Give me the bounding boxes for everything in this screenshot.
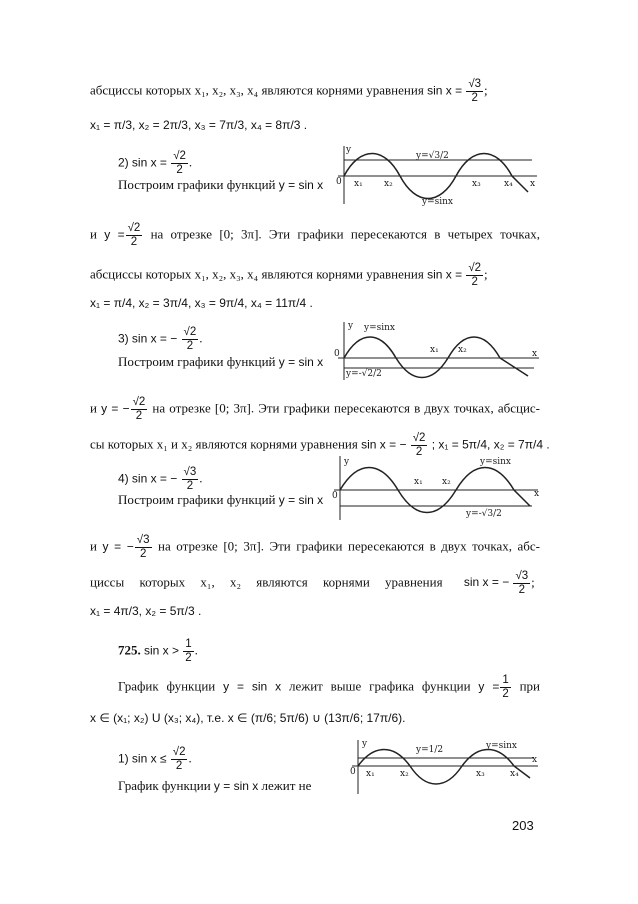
graph-4-x2: x₂ [400,769,409,779]
case4-eq2-end: ; [531,574,535,590]
graph-1 [332,142,542,208]
graph-1-origin: 0 [336,177,342,187]
case3-frac [182,326,199,353]
page-number: 203 [512,818,534,833]
case4-line2 [90,570,535,597]
graph-4-x4: x₄ [510,769,519,779]
graph-4-curve [358,750,530,785]
graph-1-y-label: y [346,145,352,155]
graph-3-curve-label: y=sinx [480,457,511,467]
graph-3-x1: x₁ [414,477,423,487]
case2-y-eq: y = [104,227,125,242]
case4-frac [182,466,199,493]
case2-line2-text: абсциссы которых x₁, x₂, x₃, x₄ являются корнями уравнения [90,266,424,282]
task725-line2-text: x ∈ (x₁; x₂) U (x₃; x₄), т.е. [90,711,225,725]
case2-roots: x₁ = π/4, x₂ = 3π/4, x₃ = 9π/4, x₄ = 11π/4 . [90,296,313,310]
case3-end: . [199,330,203,346]
graph-4-x1: x₁ [366,769,375,779]
case3-y-eq: y = − [101,401,130,416]
case3-den: 2 [186,340,194,352]
graph-1-line-label: y=√3/2 [416,151,449,161]
roots-1: x₁ = π/3, x₂ = 2π/3, x₃ = 7π/3, x₄ = 8π/3 . [90,118,308,132]
case3-build-text: Построим графики функций [118,354,276,369]
case4-label: 4) [118,471,129,486]
task725-interval: x ∈ (π/6; 5π/6) ∪ (13π/6; 17π/6). [227,711,406,725]
task725-y-den: 2 [502,688,509,700]
case3-para [90,396,540,423]
case2-line2 [90,262,488,289]
task725-head [118,638,198,665]
case4-line2-text: циссы которых x₁, x₂ являются корнями уравнения [90,574,443,590]
graph-4-svg [348,738,544,796]
case2-para [90,222,540,249]
case3-eq2-lhs: sin x = − [361,437,407,452]
task725-end: . [194,642,198,658]
graph-3-y-label: y [344,457,350,467]
task725-last [118,778,311,794]
graph-3 [330,452,544,524]
graph-3-origin: 0 [332,491,338,501]
case4-y-den: 2 [139,548,147,560]
case4-eq-lhs: sin x = − [131,471,178,486]
case4-eq2-num: √3 [515,570,529,582]
case2-build [118,177,323,193]
graph-3-svg [330,452,544,524]
graph-2-line-label: y=-√2/2 [346,369,382,379]
task725-sub-num: √2 [172,746,186,758]
case3-eq-lhs: sin x = − [131,331,178,346]
case4-para [90,534,540,561]
case3-y-num: √2 [132,396,146,408]
case3-roots: ; x₁ = 5π/4, x₂ = 7π/4 . [431,437,550,452]
task725-y-eq: y = [478,679,500,694]
task725-last-func: y = sin x [213,779,259,793]
task725-y-frac [500,674,510,701]
case3-eq [118,326,203,353]
case4-num: √3 [183,466,197,478]
eq1-end: ; [484,82,488,98]
case4-eq2-den: 2 [518,584,526,596]
case2-eq2-num: √2 [468,262,482,274]
task725-last-text1: График функции [118,778,211,793]
case2-build-text: Построим графики функций [118,177,276,192]
case3-y-frac [131,396,148,423]
task725-sub [118,746,192,773]
case4-y-frac [135,534,152,561]
task725-text1: График функции [118,678,216,694]
task725-frac [183,638,193,665]
graph-3-x2: x₂ [442,477,451,487]
task725-sub-end: . [188,750,192,766]
graph-2-x-label: x [532,349,538,359]
task725-text2: лежит выше графика функции [288,678,471,694]
task725-func: y = sin x [223,679,282,694]
task725-y-num: 1 [502,674,509,686]
task725-text3: при [519,678,540,694]
case4-y-num: √3 [136,534,150,546]
case2-eq2-frac [466,262,483,289]
graph-4 [348,738,544,796]
case3-eq2-den: 2 [415,446,423,458]
graph-3-x-label: x [534,489,540,499]
eq1-num: √3 [468,78,482,90]
graph-2-x1: x₁ [430,345,439,355]
case2-y-den: 2 [130,236,138,248]
task725-sub-label: 1) [118,751,129,766]
intro-line [90,78,488,105]
case4-y-eq: y = − [102,539,134,554]
graph-1-x4: x₄ [504,179,513,189]
graph-1-x2: x₂ [384,179,393,189]
case2-and: и [90,226,97,242]
case2-eq2-end: ; [484,266,488,282]
graph-1-curve-label: y=sinx [422,197,453,207]
case4-end: . [199,470,203,486]
graph-4-curve-label: y=sinx [486,741,517,751]
case4-text: на отрезке [0; 3π]. Эти графики пересекаются в двух точках, абс- [158,538,541,554]
case4-roots: x₁ = 4π/3, x₂ = 5π/3 . [90,604,202,618]
case4-den: 2 [186,480,194,492]
graph-2-x2: x₂ [458,345,467,355]
case3-build [118,354,323,370]
graph-1-svg [332,142,542,208]
case2-eq2-den: 2 [471,276,478,288]
task725-den: 2 [185,652,192,664]
graph-4-line-label: y=1/2 [416,745,444,755]
graph-4-x-label: x [532,755,538,765]
case3-and: и [90,400,97,416]
case4-eq2-lhs: sin x = − [463,575,510,590]
graph-4-x3: x₃ [476,769,485,779]
case2-frac [171,150,188,177]
case2-num: √2 [173,150,186,162]
graph-2-curve-label: y=sinx [364,323,395,333]
case3-label: 3) [118,331,129,346]
case2-y-frac [126,222,143,249]
case4-func: y = sin x [278,493,324,507]
case4-eq [118,466,203,493]
case2-eq-lhs: sin x = [131,155,167,170]
case3-line2-text: сы которых x₁ и x₂ являются корнями уравнения [90,436,358,452]
graph-2-y-label: y [348,321,354,331]
graph-1-x3: x₃ [472,179,481,189]
graph-4-y-label: y [362,739,368,749]
case3-text: на отрезке [0; 3π]. Эти графики пересекаются в двух точках, абсцис- [152,400,541,416]
eq1-den: 2 [471,92,478,104]
graph-3-line-label: y=-√3/2 [466,509,502,519]
graph-1-x1: x₁ [354,179,363,189]
case3-func: y = sin x [278,355,324,369]
case3-eq2-num: √2 [412,432,426,444]
intro-text: абсциссы которых x₁, x₂, x₃, x₄ являются корнями уравнения [90,82,424,98]
task725-para [118,674,540,701]
case2-eq [118,150,192,177]
task725-ineq: sin x > [144,643,180,658]
case4-build-text: Построим графики функций [118,492,276,507]
case2-label: 2) [118,155,129,170]
case4-eq2-frac [513,570,530,597]
case3-num: √2 [183,326,197,338]
graph-2-svg [334,318,544,384]
task725-sub-ineq: sin x ≤ [131,751,167,766]
task725-number: 725. [118,642,141,658]
graph-2 [334,318,544,384]
case4-and: и [90,538,97,554]
case2-func: y = sin x [278,178,324,192]
task725-line2 [90,710,405,726]
case2-den: 2 [176,164,183,176]
graph-1-x-label: x [530,179,536,189]
task725-sub-den: 2 [175,760,183,772]
graph-4-origin: 0 [350,767,356,777]
case2-end: . [188,154,193,170]
case3-y-den: 2 [135,410,143,422]
eq1-frac [466,78,483,105]
task725-num: 1 [185,638,192,650]
task725-sub-frac [171,746,188,773]
case2-eq2-lhs: sin x = [427,267,463,282]
task725-last-text2: лежит не [261,778,312,793]
case4-build [118,492,323,508]
case2-text: на отрезке [0; 3π]. Эти графики пересекаются в четырех точках, [150,226,541,242]
eq1-lhs: sin x = [427,83,463,98]
graph-2-origin: 0 [334,349,340,359]
case2-y-num: √2 [127,222,141,234]
